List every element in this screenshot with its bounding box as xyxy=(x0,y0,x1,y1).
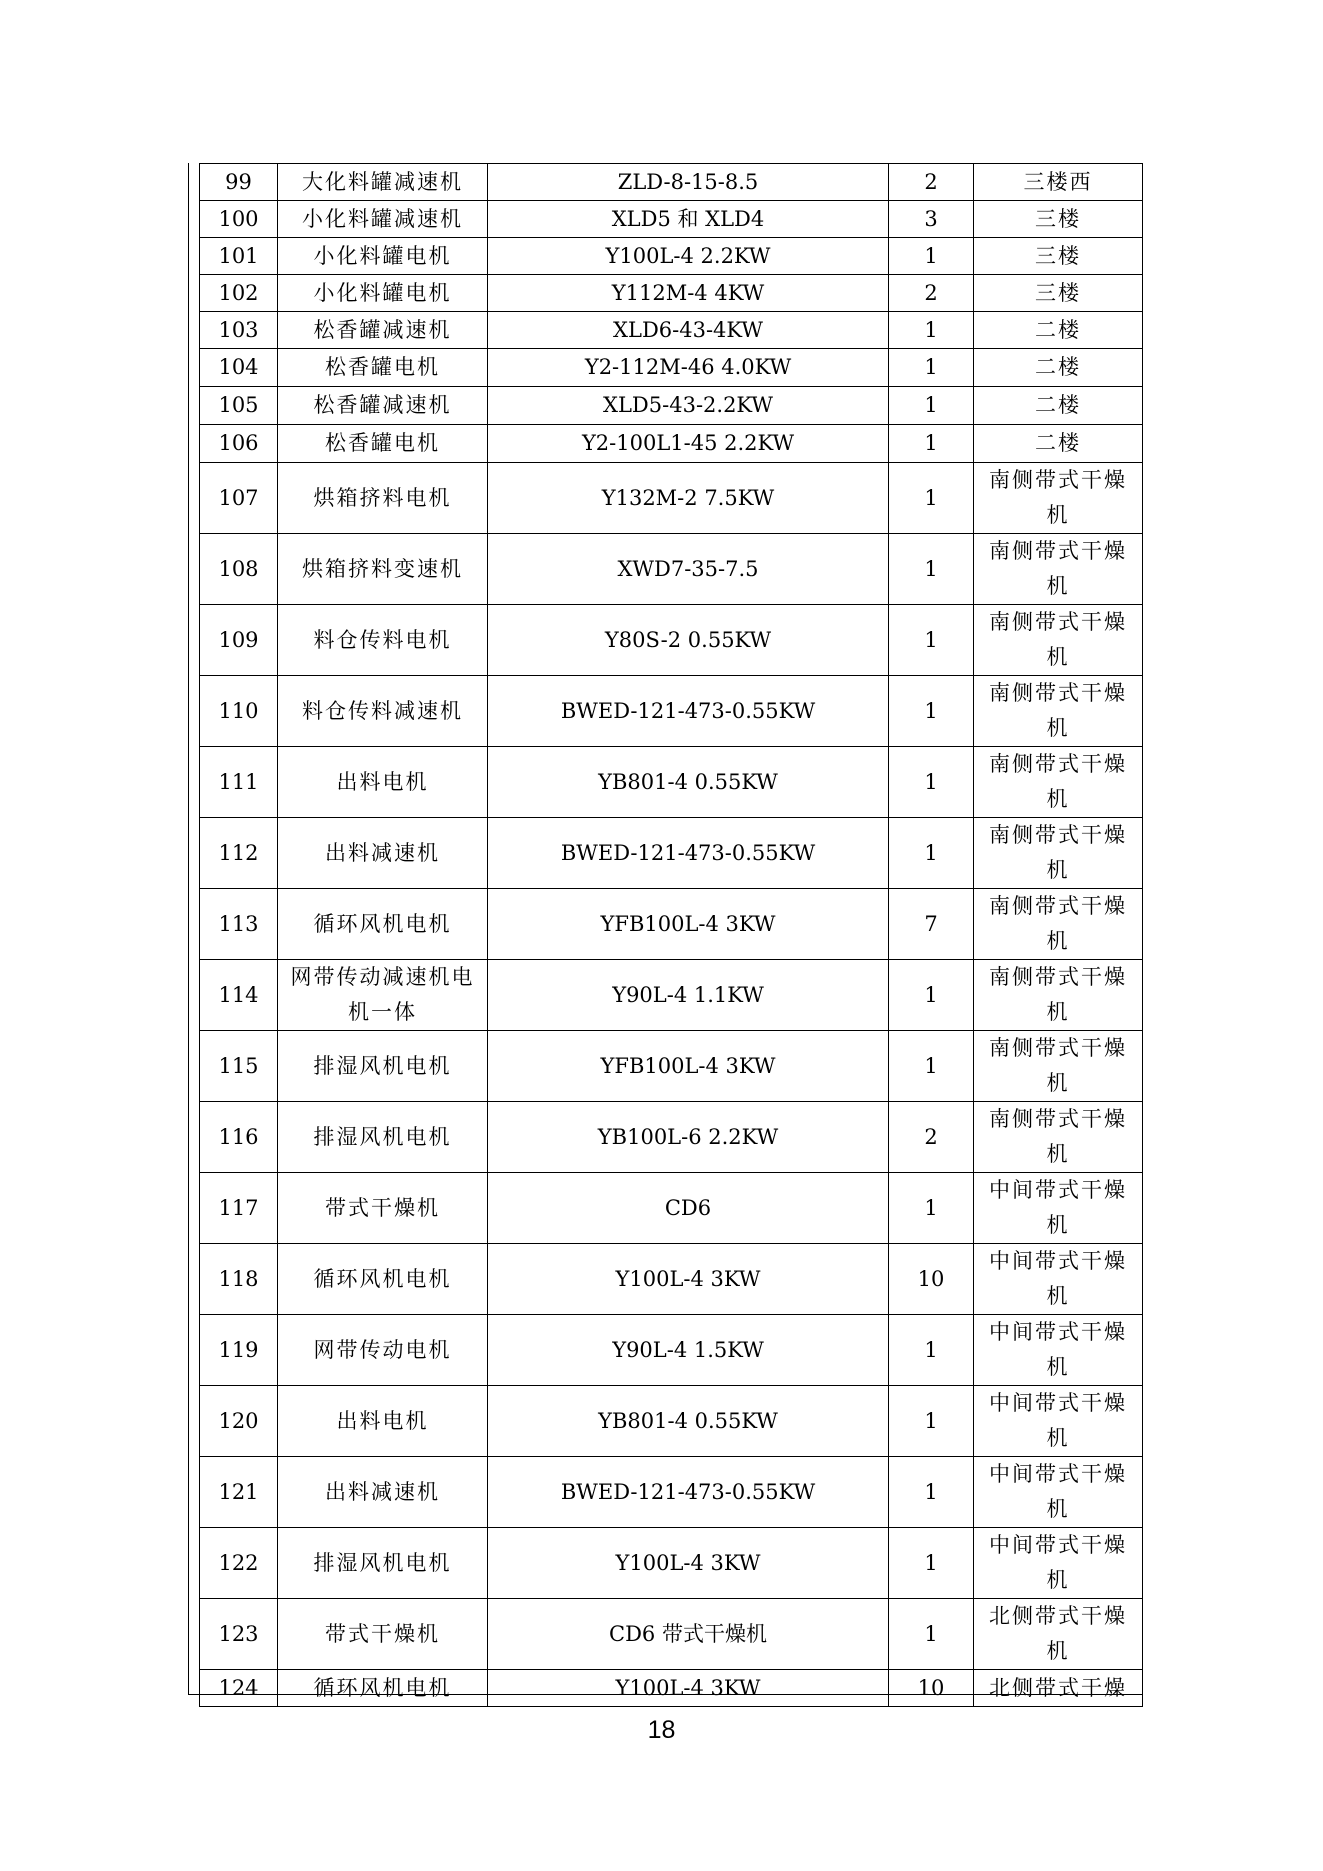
row-number-cell: 107 xyxy=(200,463,278,534)
row-number-cell: 114 xyxy=(200,960,278,1031)
table-row xyxy=(200,1599,1143,1670)
location-cell: 中间带式干燥机 xyxy=(974,1528,1143,1599)
location-cell: 三楼 xyxy=(974,201,1143,238)
row-number-cell: 123 xyxy=(200,1599,278,1670)
equipment-name-cell: 带式干燥机 xyxy=(278,1599,488,1670)
model-spec-cell: BWED-121-473-0.55KW xyxy=(488,676,889,747)
quantity-cell: 1 xyxy=(889,425,974,463)
table-row xyxy=(200,164,1143,201)
location-cell: 中间带式干燥机 xyxy=(974,1315,1143,1386)
model-spec-cell: YB100L-6 2.2KW xyxy=(488,1102,889,1173)
location-cell: 南侧带式干燥机 xyxy=(974,463,1143,534)
quantity-cell: 1 xyxy=(889,1599,974,1670)
row-number-cell: 113 xyxy=(200,889,278,960)
table-row xyxy=(200,312,1143,349)
equipment-name-cell: 带式干燥机 xyxy=(278,1173,488,1244)
equipment-name-cell: 松香罐减速机 xyxy=(278,312,488,349)
location-cell: 北侧带式干燥 xyxy=(974,1670,1143,1707)
location-cell: 南侧带式干燥机 xyxy=(974,818,1143,889)
model-spec-cell: Y90L-4 1.5KW xyxy=(488,1315,889,1386)
row-number-cell: 121 xyxy=(200,1457,278,1528)
model-spec-cell: Y112M-4 4KW xyxy=(488,275,889,312)
model-spec-cell: Y2-100L1-45 2.2KW xyxy=(488,425,889,463)
equipment-name-cell: 网带传动减速机电机一体 xyxy=(278,960,488,1031)
table-row xyxy=(200,1244,1143,1315)
equipment-name-cell: 小化料罐电机 xyxy=(278,238,488,275)
row-number-cell: 104 xyxy=(200,349,278,387)
location-cell: 南侧带式干燥机 xyxy=(974,605,1143,676)
model-spec-cell: YB801-4 0.55KW xyxy=(488,1386,889,1457)
location-cell: 南侧带式干燥机 xyxy=(974,534,1143,605)
model-spec-cell: YB801-4 0.55KW xyxy=(488,747,889,818)
model-spec-cell: CD6 xyxy=(488,1173,889,1244)
equipment-table xyxy=(199,163,1143,1707)
model-spec-cell: Y2-112M-46 4.0KW xyxy=(488,349,889,387)
equipment-name-cell: 出料电机 xyxy=(278,1386,488,1457)
row-number-cell: 101 xyxy=(200,238,278,275)
quantity-cell: 1 xyxy=(889,960,974,1031)
equipment-name-cell: 排湿风机电机 xyxy=(278,1528,488,1599)
table-row xyxy=(200,1031,1143,1102)
quantity-cell: 1 xyxy=(889,1031,974,1102)
quantity-cell: 1 xyxy=(889,1386,974,1457)
quantity-cell: 2 xyxy=(889,164,974,201)
row-number-cell: 102 xyxy=(200,275,278,312)
quantity-cell: 1 xyxy=(889,676,974,747)
table-row xyxy=(200,747,1143,818)
page-left-rule xyxy=(188,163,189,1694)
location-cell: 三楼 xyxy=(974,238,1143,275)
model-spec-cell: Y90L-4 1.1KW xyxy=(488,960,889,1031)
location-cell: 南侧带式干燥机 xyxy=(974,676,1143,747)
row-number-cell: 109 xyxy=(200,605,278,676)
equipment-name-cell: 循环风机电机 xyxy=(278,889,488,960)
table-row xyxy=(200,960,1143,1031)
location-cell: 南侧带式干燥机 xyxy=(974,747,1143,818)
row-number-cell: 106 xyxy=(200,425,278,463)
equipment-name-cell: 松香罐电机 xyxy=(278,349,488,387)
quantity-cell: 7 xyxy=(889,889,974,960)
model-spec-cell: YFB100L-4 3KW xyxy=(488,889,889,960)
row-number-cell: 108 xyxy=(200,534,278,605)
equipment-name-cell: 出料减速机 xyxy=(278,1457,488,1528)
model-spec-cell: Y100L-4 3KW xyxy=(488,1528,889,1599)
location-cell: 中间带式干燥机 xyxy=(974,1173,1143,1244)
model-spec-cell: Y100L-4 2.2KW xyxy=(488,238,889,275)
table-row xyxy=(200,1173,1143,1244)
location-cell: 三楼西 xyxy=(974,164,1143,201)
equipment-name-cell: 大化料罐减速机 xyxy=(278,164,488,201)
quantity-cell: 2 xyxy=(889,1102,974,1173)
table-row xyxy=(200,534,1143,605)
row-number-cell: 122 xyxy=(200,1528,278,1599)
location-cell: 三楼 xyxy=(974,275,1143,312)
location-cell: 南侧带式干燥机 xyxy=(974,960,1143,1031)
equipment-name-cell: 烘箱挤料变速机 xyxy=(278,534,488,605)
equipment-name-cell: 出料电机 xyxy=(278,747,488,818)
model-spec-cell: Y80S-2 0.55KW xyxy=(488,605,889,676)
table-row xyxy=(200,889,1143,960)
model-spec-cell: XLD5-43-2.2KW xyxy=(488,387,889,425)
table-row xyxy=(200,349,1143,387)
table-row xyxy=(200,1670,1143,1707)
quantity-cell: 1 xyxy=(889,349,974,387)
table-row xyxy=(200,275,1143,312)
equipment-name-cell: 出料减速机 xyxy=(278,818,488,889)
quantity-cell: 10 xyxy=(889,1244,974,1315)
page-number: 18 xyxy=(647,1716,676,1744)
location-cell: 二楼 xyxy=(974,425,1143,463)
table-row xyxy=(200,387,1143,425)
row-number-cell: 103 xyxy=(200,312,278,349)
equipment-name-cell: 小化料罐电机 xyxy=(278,275,488,312)
location-cell: 二楼 xyxy=(974,387,1143,425)
quantity-cell: 1 xyxy=(889,1457,974,1528)
table-row xyxy=(200,1528,1143,1599)
row-number-cell: 119 xyxy=(200,1315,278,1386)
row-number-cell: 118 xyxy=(200,1244,278,1315)
row-number-cell: 120 xyxy=(200,1386,278,1457)
equipment-name-cell: 循环风机电机 xyxy=(278,1670,488,1707)
model-spec-cell: Y100L-4 3KW xyxy=(488,1670,889,1707)
model-spec-cell: BWED-121-473-0.55KW xyxy=(488,1457,889,1528)
equipment-name-cell: 烘箱挤料电机 xyxy=(278,463,488,534)
equipment-name-cell: 松香罐电机 xyxy=(278,425,488,463)
equipment-name-cell: 松香罐减速机 xyxy=(278,387,488,425)
model-spec-cell: YFB100L-4 3KW xyxy=(488,1031,889,1102)
quantity-cell: 3 xyxy=(889,201,974,238)
row-number-cell: 115 xyxy=(200,1031,278,1102)
table-row xyxy=(200,463,1143,534)
quantity-cell: 1 xyxy=(889,747,974,818)
location-cell: 南侧带式干燥机 xyxy=(974,1102,1143,1173)
quantity-cell: 1 xyxy=(889,387,974,425)
equipment-name-cell: 循环风机电机 xyxy=(278,1244,488,1315)
quantity-cell: 1 xyxy=(889,312,974,349)
quantity-cell: 1 xyxy=(889,1173,974,1244)
quantity-cell: 1 xyxy=(889,1528,974,1599)
model-spec-cell: ZLD-8-15-8.5 xyxy=(488,164,889,201)
model-spec-cell: XWD7-35-7.5 xyxy=(488,534,889,605)
table-row xyxy=(200,676,1143,747)
location-cell: 二楼 xyxy=(974,349,1143,387)
location-cell: 中间带式干燥机 xyxy=(974,1386,1143,1457)
quantity-cell: 1 xyxy=(889,238,974,275)
model-spec-cell: BWED-121-473-0.55KW xyxy=(488,818,889,889)
model-spec-cell: CD6 带式干燥机 xyxy=(488,1599,889,1670)
quantity-cell: 1 xyxy=(889,818,974,889)
row-number-cell: 124 xyxy=(200,1670,278,1707)
model-spec-cell: XLD5 和 XLD4 xyxy=(488,201,889,238)
location-cell: 南侧带式干燥机 xyxy=(974,889,1143,960)
row-number-cell: 117 xyxy=(200,1173,278,1244)
location-cell: 北侧带式干燥机 xyxy=(974,1599,1143,1670)
location-cell: 中间带式干燥机 xyxy=(974,1457,1143,1528)
equipment-name-cell: 料仓传料减速机 xyxy=(278,676,488,747)
model-spec-cell: XLD6-43-4KW xyxy=(488,312,889,349)
quantity-cell: 1 xyxy=(889,1315,974,1386)
model-spec-cell: Y132M-2 7.5KW xyxy=(488,463,889,534)
equipment-name-cell: 网带传动电机 xyxy=(278,1315,488,1386)
row-number-cell: 100 xyxy=(200,201,278,238)
quantity-cell: 1 xyxy=(889,534,974,605)
location-cell: 中间带式干燥机 xyxy=(974,1244,1143,1315)
row-number-cell: 116 xyxy=(200,1102,278,1173)
quantity-cell: 1 xyxy=(889,605,974,676)
table-row xyxy=(200,201,1143,238)
model-spec-cell: Y100L-4 3KW xyxy=(488,1244,889,1315)
row-number-cell: 112 xyxy=(200,818,278,889)
location-cell: 南侧带式干燥机 xyxy=(974,1031,1143,1102)
table-row xyxy=(200,1315,1143,1386)
table-row xyxy=(200,1102,1143,1173)
quantity-cell: 1 xyxy=(889,463,974,534)
row-number-cell: 99 xyxy=(200,164,278,201)
row-number-cell: 111 xyxy=(200,747,278,818)
table-row xyxy=(200,818,1143,889)
quantity-cell: 10 xyxy=(889,1670,974,1707)
row-number-cell: 105 xyxy=(200,387,278,425)
quantity-cell: 2 xyxy=(889,275,974,312)
equipment-name-cell: 料仓传料电机 xyxy=(278,605,488,676)
equipment-table-body xyxy=(200,164,1143,1707)
table-row xyxy=(200,1386,1143,1457)
location-cell: 二楼 xyxy=(974,312,1143,349)
table-row xyxy=(200,238,1143,275)
table-row xyxy=(200,1457,1143,1528)
table-row xyxy=(200,605,1143,676)
row-number-cell: 110 xyxy=(200,676,278,747)
equipment-name-cell: 排湿风机电机 xyxy=(278,1031,488,1102)
equipment-name-cell: 小化料罐减速机 xyxy=(278,201,488,238)
table-row xyxy=(200,425,1143,463)
equipment-name-cell: 排湿风机电机 xyxy=(278,1102,488,1173)
